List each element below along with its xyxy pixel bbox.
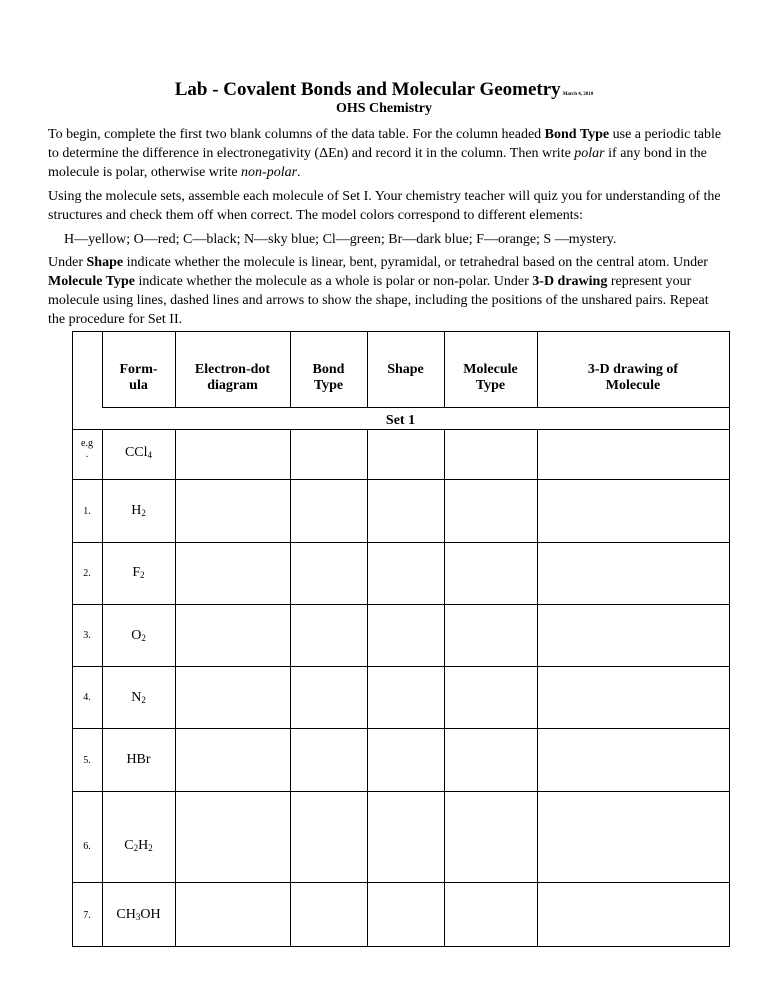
table-border-top <box>72 331 730 332</box>
row-number <box>72 910 102 921</box>
p4-bold-3d-drawing: 3-D drawing <box>532 274 608 289</box>
formula-sub-1: 4 <box>147 450 153 460</box>
p4-text-a: Under <box>48 255 87 270</box>
row-number-a: 6. <box>83 841 91 852</box>
p1-italic-non-polar: non-polar <box>241 165 298 180</box>
instruction-paragraph-4 <box>48 253 728 329</box>
row-formula <box>102 445 175 461</box>
color-key: H—yellow; O—red; C—black; N—sky blue; Cl—green; Br—dark blue; F—orange; S —mystery. <box>64 232 617 247</box>
p4-bold-molecule-type: Molecule Type <box>48 274 135 289</box>
header-bottom-line <box>102 407 729 408</box>
formula-main-1: H <box>131 503 142 518</box>
formula-main-1: CCl <box>124 445 148 460</box>
row-number-a: 2. <box>83 568 91 579</box>
body-col-line-4 <box>367 429 368 946</box>
row-number-a: 4. <box>83 692 91 703</box>
row-line-1 <box>72 479 730 480</box>
row-formula <box>102 907 175 923</box>
header-moltype-line2: Type <box>475 378 506 393</box>
p1-text-c: use a periodic table to determine the difference in electronegativity (ΔEn) and record it in the column. Then write <box>48 127 722 161</box>
body-col-line-2 <box>175 429 176 946</box>
row-number-a: 3. <box>83 630 91 641</box>
page-title <box>0 79 768 101</box>
formula-main-2: H <box>138 838 149 853</box>
row-formula <box>102 752 175 768</box>
row-number <box>72 692 102 703</box>
header-3d-drawing <box>537 362 729 394</box>
row-number <box>72 630 102 641</box>
p1-text-g: . <box>297 165 301 180</box>
body-col-line-3 <box>290 429 291 946</box>
row-line-7 <box>72 882 730 883</box>
p4-text-e: indicate whether the molecule as a whole is polar or non-polar. Under <box>134 274 533 289</box>
row-number-a: 1. <box>83 506 91 517</box>
formula-main-1: C <box>124 838 134 853</box>
header-electron-line1: Electron-dot <box>194 362 271 377</box>
row-formula <box>102 503 175 519</box>
formula-sub-1: 2 <box>133 843 139 853</box>
row-formula <box>102 690 175 706</box>
header-shape: Shape <box>387 362 424 377</box>
p4-bold-shape: Shape <box>86 255 124 270</box>
header-drawing-line2: Molecule <box>605 378 661 393</box>
header-formula-line1: Form- <box>119 362 158 377</box>
row-formula <box>102 628 175 644</box>
header-bond-line1: Bond <box>312 362 345 377</box>
row-line-3 <box>72 604 730 605</box>
set-label: Set 1 <box>385 413 416 428</box>
row-number-a: 7. <box>83 910 91 921</box>
table-border-bottom <box>72 946 730 947</box>
formula-main-1: CH <box>116 907 136 922</box>
body-col-line-5 <box>444 429 445 946</box>
formula-sub-1: 2 <box>141 633 146 643</box>
row-number <box>72 568 102 579</box>
formula-main-1: HBr <box>126 752 151 767</box>
row-number <box>72 506 102 517</box>
row-number <box>72 438 102 460</box>
row-number <box>72 755 102 766</box>
row-formula <box>102 838 175 854</box>
header-formula <box>102 362 175 394</box>
p4-text-c: indicate whether the molecule is linear, bent, pyramidal, or tetrahedral based on the central atom. Under <box>123 255 708 270</box>
instruction-paragraph-2: Using the molecule sets, assemble each molecule of Set I. Your chemistry teacher will quiz you for understanding of the structures and check them off when correct. The model colors correspond to different elements: <box>48 189 721 223</box>
header-moltype-line1: Molecule <box>463 362 518 377</box>
header-formula-line2: ula <box>129 378 148 393</box>
header-bond-line2: Type <box>313 378 344 393</box>
table-border-right <box>729 331 730 947</box>
row-number-b: . <box>85 449 89 460</box>
p1-italic-polar: polar <box>574 146 605 161</box>
row-number-a: 5. <box>83 755 91 766</box>
row-line-2 <box>72 542 730 543</box>
p1-text-a: To begin, complete the first two blank columns of the data table. For the column headed <box>48 127 545 142</box>
body-col-line-6 <box>537 429 538 946</box>
header-electron-dot <box>175 362 290 394</box>
formula-main-1: O <box>131 628 142 643</box>
instruction-paragraph-1 <box>48 125 728 182</box>
formula-sub-1: 2 <box>141 508 146 518</box>
header-bond-type <box>290 362 367 394</box>
row-line-4 <box>72 666 730 667</box>
header-electron-line2: diagram <box>207 378 258 393</box>
row-formula <box>102 565 175 581</box>
formula-sub-1: 2 <box>141 695 146 705</box>
p4-text-g: represent your molecule using lines, dashed lines and arrows to show the shape, including the positions of the unshared pairs. Repeat the procedure for Set II. <box>48 274 709 327</box>
set-label-bottom-line <box>72 429 730 430</box>
row-number <box>72 841 102 852</box>
date-text: March 4, 2010 <box>562 92 594 97</box>
formula-sub-2: 2 <box>148 843 153 853</box>
formula-sub-1: 2 <box>140 570 145 580</box>
p1-bold-bond-type: Bond Type <box>544 127 610 142</box>
title-text: Lab - Covalent Bonds and Molecular Geometry <box>174 79 561 100</box>
p1-text-e: if any bond in the molecule is polar, otherwise write <box>48 146 707 180</box>
formula-main-1: N <box>131 690 142 705</box>
row-line-6 <box>72 791 730 792</box>
row-line-5 <box>72 728 730 729</box>
formula-sub-1: 3 <box>135 912 141 922</box>
formula-main-1: F <box>132 565 141 580</box>
header-molecule-type <box>444 362 537 394</box>
page-subtitle: OHS Chemistry <box>335 101 433 116</box>
header-drawing-line1: 3-D drawing of <box>587 362 679 377</box>
row-number-a: e.g <box>81 438 93 449</box>
formula-main-2: OH <box>140 907 161 922</box>
